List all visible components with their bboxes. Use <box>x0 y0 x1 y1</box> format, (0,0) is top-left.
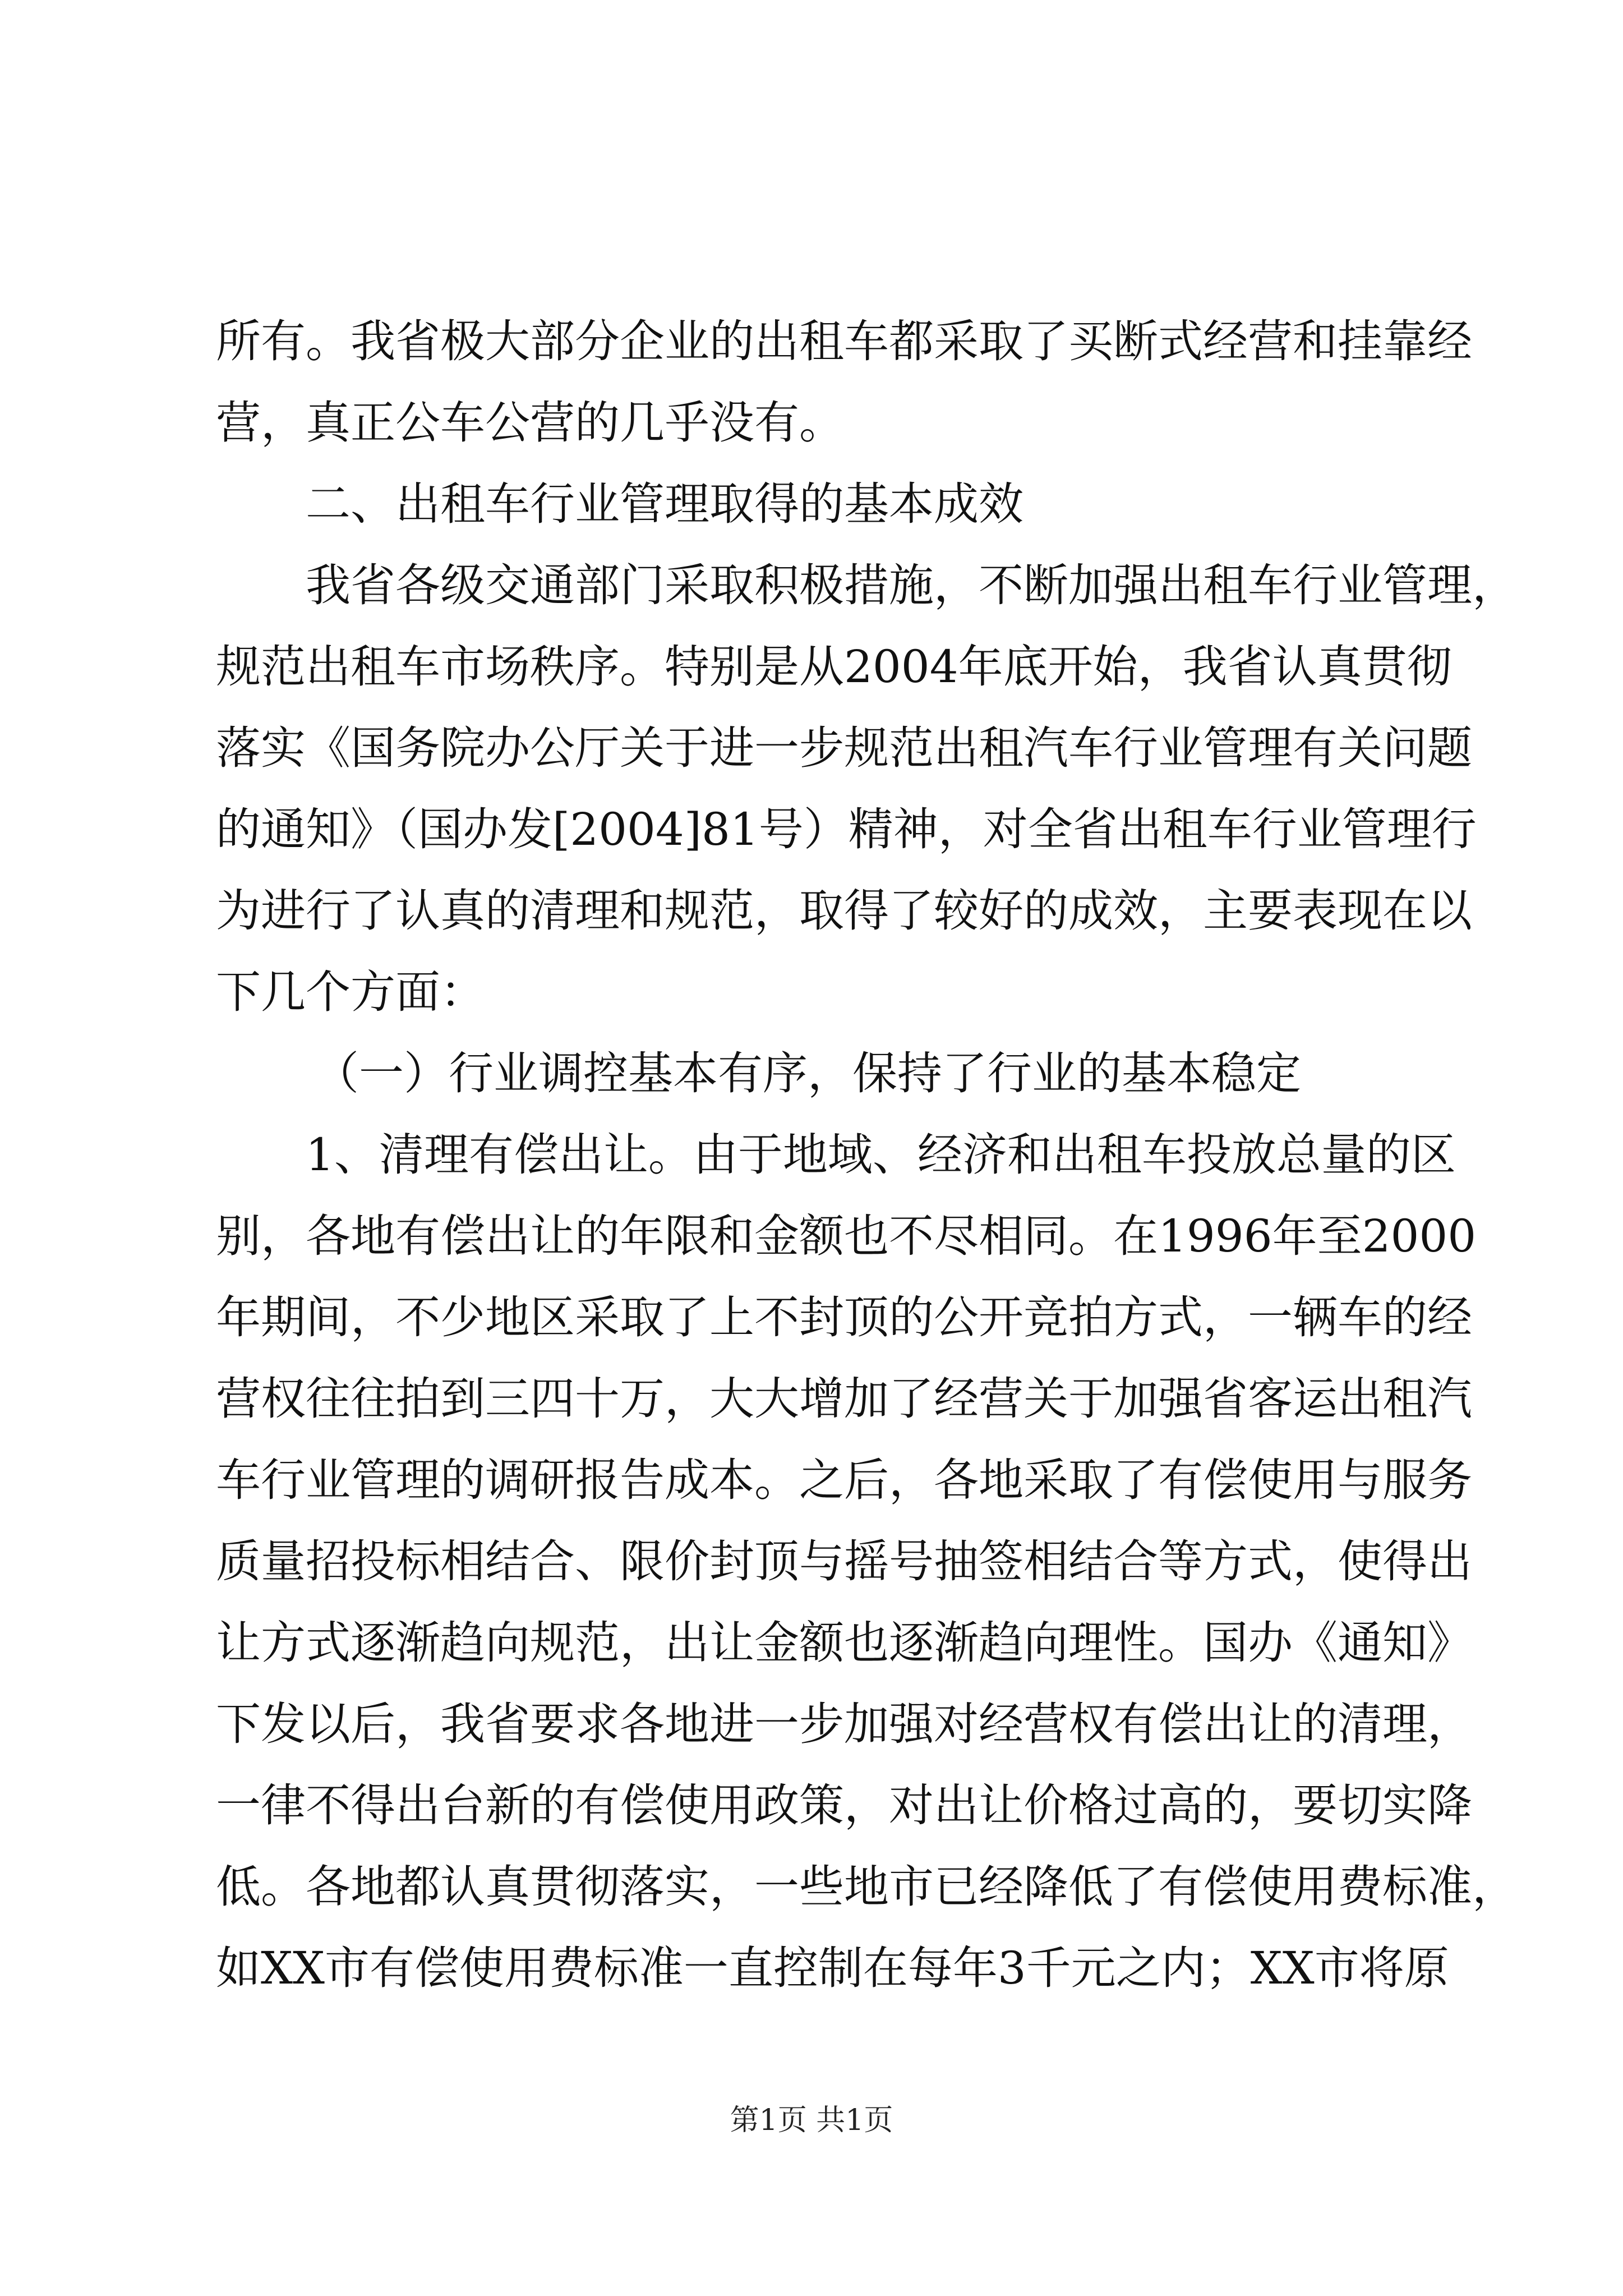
text-line: 营权往往拍到三四十万，大大增加了经营关于加强省客运出租汽 <box>216 1373 1472 1425</box>
text-line: 车行业管理的调研报告成本。之后，各地采取了有偿使用与服务 <box>216 1454 1472 1506</box>
page-footer <box>0 2101 1623 2140</box>
text-line: 低。各地都认真贯彻落实，一些地市已经降低了有偿使用费标准， <box>216 1861 1517 1913</box>
text-line: 营，真正公车公营的几乎没有。 <box>216 397 844 449</box>
document-body <box>216 301 1517 2009</box>
page-number-label: 第1页 共1页 <box>730 2104 893 2137</box>
text-line: 我省各级交通部门采取积极措施，不断加强出租车行业管理， <box>306 559 1517 611</box>
text-line: 的通知》（国办发[2004]81号）精神，对全省出租车行业管理行 <box>216 803 1477 855</box>
text-line: 一律不得出台新的有偿使用政策，对出让价格过高的，要切实降 <box>216 1779 1472 1832</box>
text-line: 1、清理有偿出让。由于地域、经济和出租车投放总量的区 <box>306 1129 1456 1181</box>
text-line: 别，各地有偿出让的年限和金额也不尽相同。在1996年至2000 <box>216 1210 1477 1262</box>
text-line: 为进行了认真的清理和规范，取得了较好的成效，主要表现在以 <box>216 885 1472 937</box>
text-line: 下发以后，我省要求各地进一步加强对经营权有偿出让的清理， <box>216 1698 1472 1750</box>
text-line: 落实《国务院办公厅关于进一步规范出租汽车行业管理有关问题 <box>216 722 1472 774</box>
text-line: 如XX市有偿使用费标准一直控制在每年3千元之内；XX市将原 <box>216 1942 1449 1994</box>
section-heading: 二、出租车行业管理取得的基本成效 <box>306 478 1023 530</box>
text-line: 所有。我省极大部分企业的出租车都采取了买断式经营和挂靠经 <box>216 315 1472 367</box>
text-line: 下几个方面： <box>216 966 485 1018</box>
subsection-heading: （一）行业调控基本有序，保持了行业的基本稳定 <box>314 1047 1301 1099</box>
text-line: 质量招投标相结合、限价封顶与摇号抽签相结合等方式，使得出 <box>216 1535 1472 1588</box>
text-line: 年期间，不少地区采取了上不封顶的公开竞拍方式，一辆车的经 <box>216 1291 1472 1343</box>
text-line: 让方式逐渐趋向规范，出让金额也逐渐趋向理性。国办《通知》 <box>216 1617 1472 1669</box>
text-line: 规范出租车市场秩序。特别是从2004年底开始，我省认真贯彻 <box>216 641 1452 693</box>
